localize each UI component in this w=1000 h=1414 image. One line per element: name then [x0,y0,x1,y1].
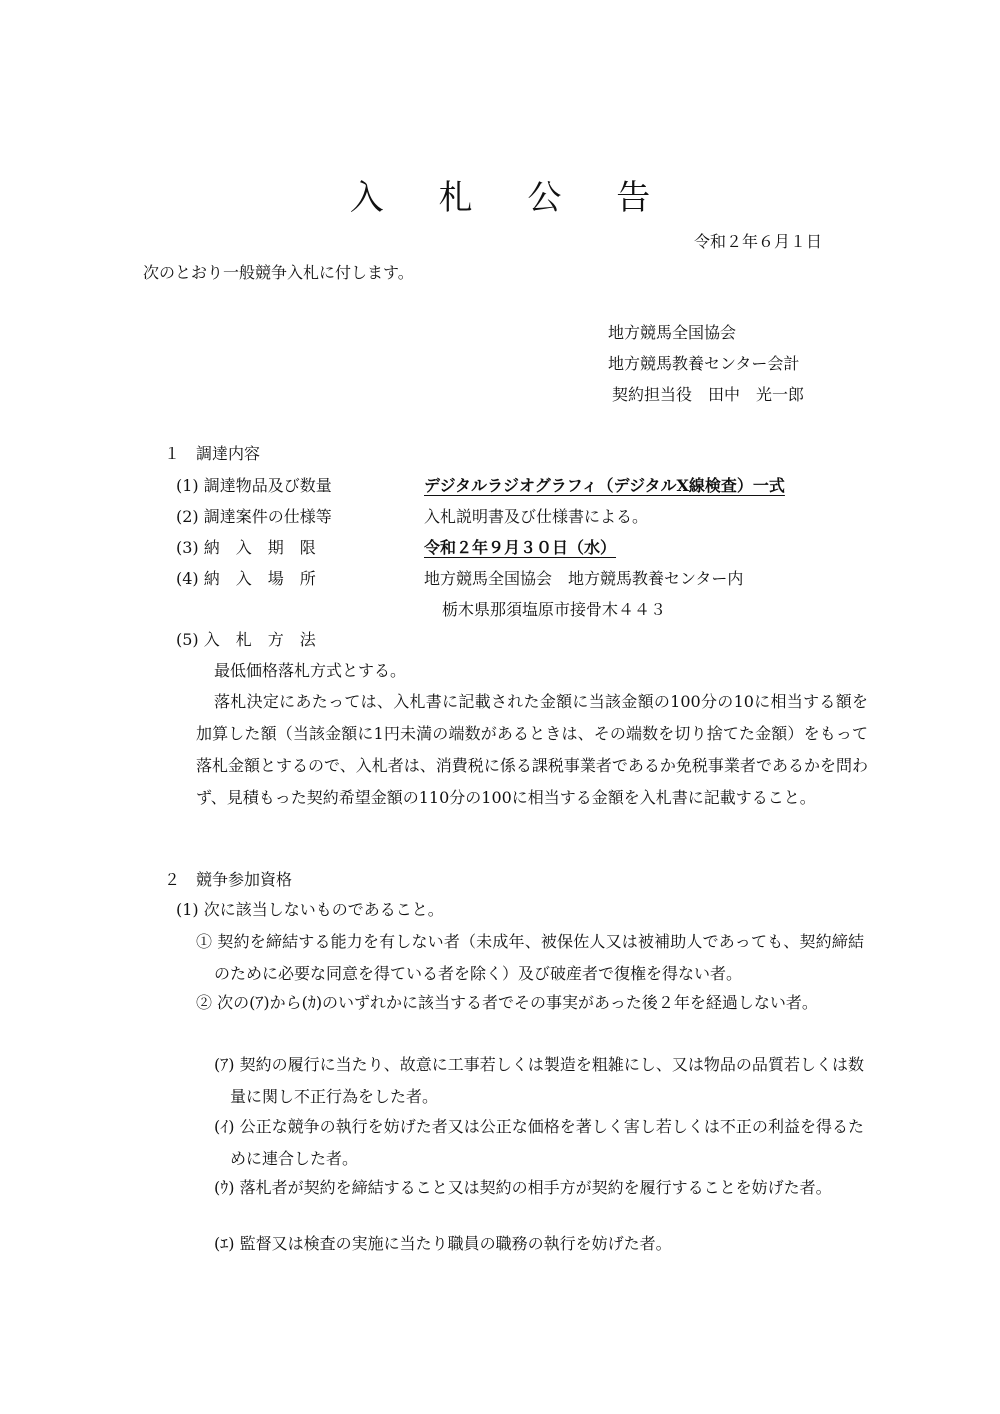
item2-label: (2) 調達案件の仕様等 [176,507,332,526]
section1-heading: １ 調達内容 [164,444,261,463]
item3-value: 令和２年９月３０日（水） [424,538,617,557]
item1-label: (1) 調達物品及び数量 [176,476,332,495]
section2-heading: ２ 競争参加資格 [164,870,293,889]
section2-sub1: (1) 次に該当しないものであること。 [176,900,444,919]
notice-date: 令和２年６月１日 [693,232,822,251]
item3-label: (3) 納 入 期 限 [176,538,316,557]
subitem-a: (ｱ) 契約の履行に当たり、故意に工事若しくは製造を粗雑にし、又は物品の品質若しくは数量に関し不正行為をした者。 [214,1055,864,1106]
subitem-u: (ｳ) 落札者が契約を締結すること又は契約の相手方が契約を履行することを妨げた者。 [214,1178,832,1197]
qualification-item-2: ② 次の(ｱ)から(ｶ)のいずれかに該当する者でその事実があった後２年を経過しない者。 [196,993,818,1012]
subitem-i: (ｲ) 公正な競争の執行を妨げた者又は公正な価格を著しく害し若しくは不正の利益を得るために連合した者。 [214,1117,864,1168]
intro-text: 次のとおり一般競争入札に付します。 [143,263,414,282]
delivery-address: 栃木県那須塩原市接骨木４４３ [442,600,667,619]
item2-value: 入札説明書及び仕様書による。 [424,507,649,526]
qualification-item-1: ① 契約を締結する能力を有しない者（未成年、被保佐人又は被補助人であっても、契約締結のために必要な同意を得ている者を除く）及び破産者で復権を得ない者。 [196,932,864,983]
method-paragraph: 落札決定にあたっては、入札書に記載された金額に当該金額の100分の10に相当する額を加算した額（当該金額に1円未満の端数があるときは、その端数を切り捨てた金額）をもって落札金額とするので、入札者は、消費税に係る課税事業者であるか免税事業者であるかを問わず、見積もった契約希望金額の110分の100に相当する金額を入札書に記載すること。 [196,692,868,807]
issuer-org: 地方競馬全国協会 [608,323,737,342]
subitem-e: (ｴ) 監督又は検査の実施に当たり職員の職務の執行を妨げた者。 [214,1234,672,1253]
item4-value: 地方競馬全国協会 地方競馬教養センター内 [424,569,744,588]
page-title: 入 札 公 告 [349,178,673,218]
method-label: (5) 入 札 方 法 [176,630,316,649]
method-line1: 最低価格落札方式とする。 [214,661,407,680]
item1-value: デジタルラジオグラフィ（デジタルX線検査）一式 [424,476,785,495]
item4-label: (4) 納 入 場 所 [176,569,316,588]
issuer-dept: 地方競馬教養センター会計 [608,354,800,373]
issuer-officer: 契約担当役 田中 光一郎 [612,385,805,404]
